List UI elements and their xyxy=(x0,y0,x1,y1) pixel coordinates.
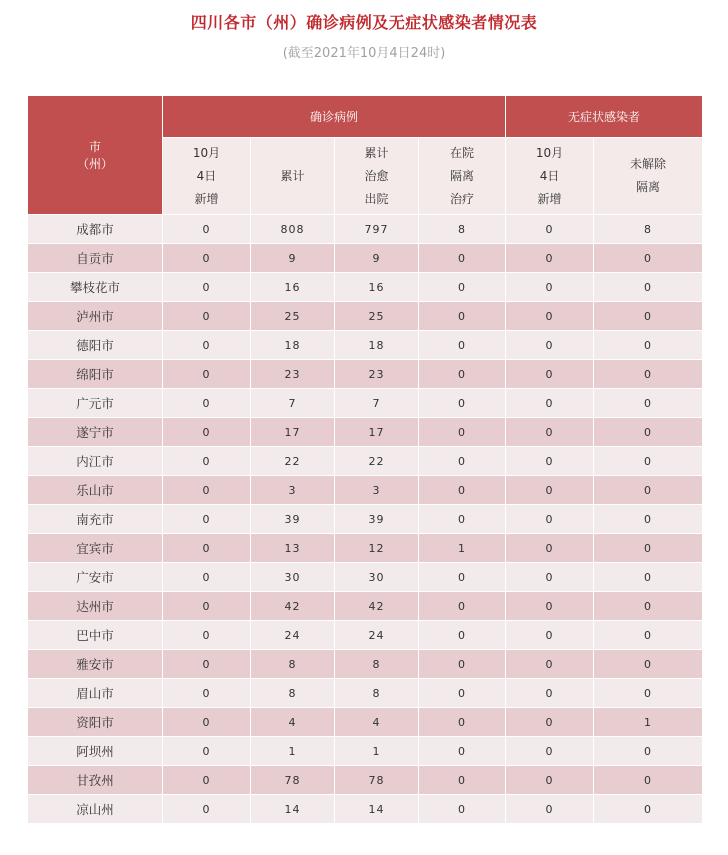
value-cell: 9 xyxy=(251,244,335,273)
value-cell: 16 xyxy=(251,273,335,302)
value-cell: 42 xyxy=(251,592,335,621)
table-row xyxy=(28,795,703,824)
value-cell: 0 xyxy=(594,273,703,302)
city-cell: 眉山市 xyxy=(28,679,163,708)
value-cell: 0 xyxy=(163,447,251,476)
value-cell: 17 xyxy=(251,418,335,447)
value-cell: 0 xyxy=(594,621,703,650)
value-cell: 1 xyxy=(251,737,335,766)
value-cell: 0 xyxy=(594,418,703,447)
table-row xyxy=(28,476,703,505)
value-cell: 1 xyxy=(594,708,703,737)
city-cell: 广安市 xyxy=(28,563,163,592)
column-header-confirmed-hospitalized: 在院 隔离 治疗 xyxy=(419,138,506,215)
value-cell: 0 xyxy=(506,505,594,534)
value-cell: 0 xyxy=(419,331,506,360)
value-cell: 23 xyxy=(251,360,335,389)
value-cell: 0 xyxy=(163,418,251,447)
city-cell: 成都市 xyxy=(28,215,163,244)
value-cell: 8 xyxy=(251,650,335,679)
value-cell: 0 xyxy=(163,563,251,592)
value-cell: 0 xyxy=(594,679,703,708)
value-cell: 0 xyxy=(419,679,506,708)
value-cell: 0 xyxy=(163,215,251,244)
value-cell: 8 xyxy=(419,215,506,244)
table-body xyxy=(28,215,703,824)
value-cell: 0 xyxy=(506,215,594,244)
table-row xyxy=(28,244,703,273)
value-cell: 17 xyxy=(335,418,419,447)
value-cell: 7 xyxy=(335,389,419,418)
value-cell: 7 xyxy=(251,389,335,418)
value-cell: 1 xyxy=(419,534,506,563)
city-cell: 乐山市 xyxy=(28,476,163,505)
city-cell: 德阳市 xyxy=(28,331,163,360)
value-cell: 0 xyxy=(163,795,251,824)
city-column-header xyxy=(28,96,163,215)
asymptomatic-group-header: 无症状感染者 xyxy=(506,96,703,138)
table-row xyxy=(28,273,703,302)
value-cell: 0 xyxy=(506,766,594,795)
city-cases-table xyxy=(27,95,703,824)
value-cell: 0 xyxy=(163,505,251,534)
city-cell: 攀枝花市 xyxy=(28,273,163,302)
value-cell: 0 xyxy=(506,795,594,824)
city-cell: 遂宁市 xyxy=(28,418,163,447)
city-cell: 内江市 xyxy=(28,447,163,476)
table-row xyxy=(28,621,703,650)
city-header-label: 市 （州） xyxy=(76,140,113,171)
value-cell: 39 xyxy=(251,505,335,534)
city-cell: 绵阳市 xyxy=(28,360,163,389)
table-row xyxy=(28,592,703,621)
value-cell: 16 xyxy=(335,273,419,302)
value-cell: 0 xyxy=(419,418,506,447)
city-cell: 泸州市 xyxy=(28,302,163,331)
column-header-asymptomatic-isolated: 未解除 隔离 xyxy=(594,138,703,215)
value-cell: 0 xyxy=(163,302,251,331)
table-row xyxy=(28,505,703,534)
value-cell: 0 xyxy=(594,505,703,534)
value-cell: 0 xyxy=(506,563,594,592)
value-cell: 23 xyxy=(335,360,419,389)
value-cell: 0 xyxy=(506,447,594,476)
city-cell: 资阳市 xyxy=(28,708,163,737)
value-cell: 0 xyxy=(163,679,251,708)
value-cell: 24 xyxy=(335,621,419,650)
value-cell: 0 xyxy=(506,418,594,447)
column-header-confirmed-total: 累计 xyxy=(251,138,335,215)
value-cell: 0 xyxy=(594,447,703,476)
value-cell: 0 xyxy=(506,679,594,708)
column-header-confirmed-recovered: 累计 治愈 出院 xyxy=(335,138,419,215)
value-cell: 78 xyxy=(251,766,335,795)
value-cell: 3 xyxy=(251,476,335,505)
value-cell: 39 xyxy=(335,505,419,534)
value-cell: 0 xyxy=(419,302,506,331)
value-cell: 0 xyxy=(419,766,506,795)
value-cell: 0 xyxy=(506,244,594,273)
table-row xyxy=(28,679,703,708)
value-cell: 14 xyxy=(335,795,419,824)
table-row xyxy=(28,447,703,476)
city-cell: 自贡市 xyxy=(28,244,163,273)
value-cell: 0 xyxy=(419,505,506,534)
value-cell: 0 xyxy=(506,331,594,360)
value-cell: 0 xyxy=(419,592,506,621)
value-cell: 0 xyxy=(419,360,506,389)
value-cell: 0 xyxy=(506,708,594,737)
table-row xyxy=(28,215,703,244)
value-cell: 0 xyxy=(594,331,703,360)
city-cell: 宜宾市 xyxy=(28,534,163,563)
value-cell: 8 xyxy=(335,679,419,708)
value-cell: 0 xyxy=(594,563,703,592)
value-cell: 4 xyxy=(251,708,335,737)
city-cell: 达州市 xyxy=(28,592,163,621)
value-cell: 30 xyxy=(251,563,335,592)
value-cell: 14 xyxy=(251,795,335,824)
column-header-asymptomatic-new: 10月 4日 新增 xyxy=(506,138,594,215)
table-row xyxy=(28,331,703,360)
city-cell: 阿坝州 xyxy=(28,737,163,766)
value-cell: 12 xyxy=(335,534,419,563)
city-cell: 雅安市 xyxy=(28,650,163,679)
value-cell: 0 xyxy=(419,795,506,824)
value-cell: 0 xyxy=(594,795,703,824)
value-cell: 0 xyxy=(419,708,506,737)
value-cell: 3 xyxy=(335,476,419,505)
value-cell: 0 xyxy=(594,737,703,766)
value-cell: 22 xyxy=(335,447,419,476)
table-row xyxy=(28,766,703,795)
value-cell: 0 xyxy=(506,592,594,621)
value-cell: 0 xyxy=(163,244,251,273)
value-cell: 0 xyxy=(506,302,594,331)
value-cell: 0 xyxy=(594,592,703,621)
value-cell: 0 xyxy=(163,331,251,360)
value-cell: 22 xyxy=(251,447,335,476)
value-cell: 24 xyxy=(251,621,335,650)
confirmed-group-header: 确诊病例 xyxy=(163,96,506,138)
table-row xyxy=(28,563,703,592)
value-cell: 13 xyxy=(251,534,335,563)
value-cell: 0 xyxy=(594,766,703,795)
value-cell: 0 xyxy=(419,273,506,302)
value-cell: 0 xyxy=(506,476,594,505)
page-subtitle: (截至2021年10月4日24时) xyxy=(282,46,446,61)
city-cell: 巴中市 xyxy=(28,621,163,650)
value-cell: 0 xyxy=(163,650,251,679)
table-row xyxy=(28,302,703,331)
value-cell: 42 xyxy=(335,592,419,621)
value-cell: 797 xyxy=(335,215,419,244)
value-cell: 8 xyxy=(251,679,335,708)
value-cell: 0 xyxy=(506,650,594,679)
value-cell: 78 xyxy=(335,766,419,795)
value-cell: 0 xyxy=(163,360,251,389)
value-cell: 808 xyxy=(251,215,335,244)
value-cell: 0 xyxy=(506,534,594,563)
value-cell: 0 xyxy=(163,737,251,766)
city-cell: 甘孜州 xyxy=(28,766,163,795)
table-row xyxy=(28,708,703,737)
value-cell: 0 xyxy=(163,476,251,505)
value-cell: 0 xyxy=(419,737,506,766)
table-row xyxy=(28,389,703,418)
value-cell: 0 xyxy=(419,244,506,273)
value-cell: 0 xyxy=(594,476,703,505)
value-cell: 0 xyxy=(419,389,506,418)
city-cell: 南充市 xyxy=(28,505,163,534)
value-cell: 8 xyxy=(594,215,703,244)
value-cell: 0 xyxy=(594,302,703,331)
value-cell: 0 xyxy=(594,389,703,418)
city-cell: 凉山州 xyxy=(28,795,163,824)
value-cell: 30 xyxy=(335,563,419,592)
page-title: 四川各市（州）确诊病例及无症状感染者情况表 xyxy=(190,13,538,32)
value-cell: 0 xyxy=(163,534,251,563)
value-cell: 0 xyxy=(163,621,251,650)
value-cell: 1 xyxy=(335,737,419,766)
value-cell: 18 xyxy=(335,331,419,360)
value-cell: 25 xyxy=(251,302,335,331)
value-cell: 0 xyxy=(163,766,251,795)
value-cell: 0 xyxy=(419,621,506,650)
value-cell: 0 xyxy=(419,650,506,679)
value-cell: 0 xyxy=(506,273,594,302)
city-cell: 广元市 xyxy=(28,389,163,418)
table-row xyxy=(28,737,703,766)
value-cell: 0 xyxy=(594,650,703,679)
value-cell: 4 xyxy=(335,708,419,737)
value-cell: 18 xyxy=(251,331,335,360)
column-header-confirmed-new: 10月 4日 新增 xyxy=(163,138,251,215)
table-row xyxy=(28,418,703,447)
value-cell: 0 xyxy=(594,244,703,273)
value-cell: 0 xyxy=(594,534,703,563)
value-cell: 0 xyxy=(506,621,594,650)
value-cell: 0 xyxy=(419,476,506,505)
value-cell: 0 xyxy=(506,737,594,766)
value-cell: 0 xyxy=(163,273,251,302)
value-cell: 0 xyxy=(506,360,594,389)
value-cell: 0 xyxy=(163,389,251,418)
value-cell: 0 xyxy=(419,563,506,592)
value-cell: 0 xyxy=(419,447,506,476)
value-cell: 8 xyxy=(335,650,419,679)
value-cell: 9 xyxy=(335,244,419,273)
table-row xyxy=(28,360,703,389)
table-row xyxy=(28,534,703,563)
value-cell: 0 xyxy=(506,389,594,418)
value-cell: 0 xyxy=(594,360,703,389)
value-cell: 0 xyxy=(163,592,251,621)
value-cell: 25 xyxy=(335,302,419,331)
value-cell: 0 xyxy=(163,708,251,737)
table-row xyxy=(28,650,703,679)
